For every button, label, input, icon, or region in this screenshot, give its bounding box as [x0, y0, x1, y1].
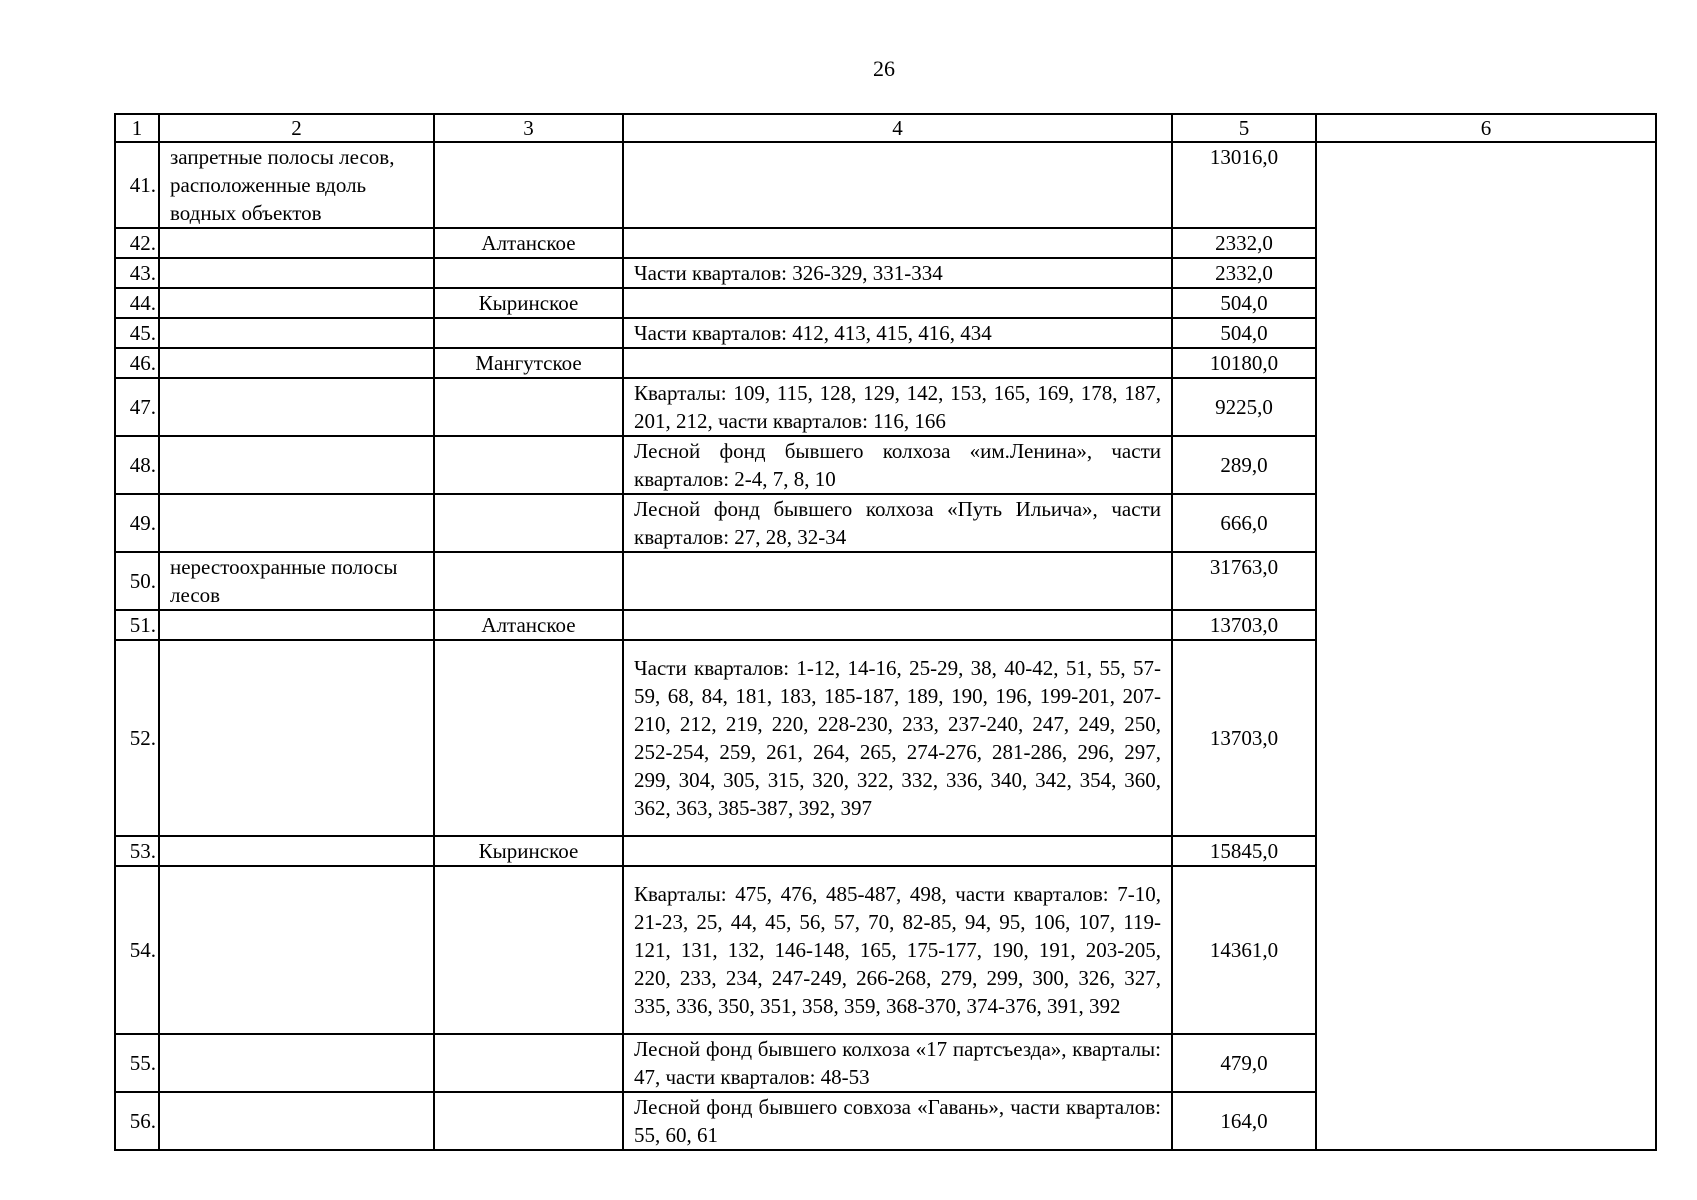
quarters-cell-text: Кварталы: 109, 115, 128, 129, 142, 153, 165, 169, 178, 187, 201, 212, части кварталов: 116, 166: [634, 381, 1161, 433]
area-cell-text: 479,0: [1220, 1051, 1268, 1075]
row-number-cell: [115, 142, 159, 228]
notes-column-cell: [1316, 142, 1656, 1150]
category-cell: [159, 142, 434, 228]
category-cell: [159, 866, 434, 1034]
row-number-cell-text: 51.: [129, 613, 156, 637]
area-cell-text: 13703,0: [1209, 613, 1279, 637]
district-cell: [434, 142, 623, 228]
row-number-cell-text: 48.: [129, 453, 156, 477]
area-cell: [1172, 288, 1316, 318]
quarters-cell-text: Лесной фонд бывшего колхоза «17 партсъезда», кварталы: 47, части кварталов: 48-53: [634, 1037, 1161, 1089]
area-cell-text: 2332,0: [1215, 231, 1273, 255]
district-cell: [434, 552, 623, 610]
category-cell: [159, 836, 434, 866]
district-cell-text: Мангутское: [475, 351, 582, 375]
area-cell-text: 2332,0: [1215, 261, 1273, 285]
row-number-cell: [115, 258, 159, 288]
area-cell: [1172, 1034, 1316, 1092]
quarters-cell-text: Части кварталов: 412, 413, 415, 416, 434: [634, 321, 992, 345]
area-cell: [1172, 258, 1316, 288]
area-cell: [1172, 228, 1316, 258]
row-number-cell: [115, 640, 159, 836]
area-cell-text: 13016,0: [1209, 145, 1279, 169]
quarters-cell: [623, 640, 1172, 836]
row-number-cell: [115, 436, 159, 494]
row-number-cell-text: 43.: [129, 261, 156, 285]
row-number-cell-text: 56.: [129, 1109, 156, 1133]
row-number-cell: [115, 610, 159, 640]
row-number-cell-text: 41.: [129, 173, 156, 197]
quarters-cell: [623, 610, 1172, 640]
district-cell-text: Алтанское: [481, 231, 576, 255]
table-row: [115, 142, 1656, 228]
quarters-cell: [623, 1092, 1172, 1150]
district-cell: [434, 318, 623, 348]
column-header: 4: [623, 114, 1172, 142]
column-header: 1: [115, 114, 159, 142]
district-cell: [434, 1034, 623, 1092]
quarters-cell-text: Части кварталов: 1-12, 14-16, 25-29, 38, 40-42, 51, 55, 57-59, 68, 84, 181, 183, 185-187, 189, 190, 196, 199-201, 207-210, 212, 219, 220, 228-230, 233, 237-240, 247, 249, 250, 252-254, 259, 261, 264, 265, 274-276, 281-286, 296, 297, 299, 304, 305, 315, 320, 322, 332, 336, 340, 342, 354, 360, 362, 363, 385-387, 392, 397: [634, 656, 1161, 820]
quarters-cell: [623, 494, 1172, 552]
category-cell: [159, 552, 434, 610]
row-number-cell-text: 53.: [129, 839, 156, 863]
area-cell: [1172, 318, 1316, 348]
quarters-cell: [623, 318, 1172, 348]
row-number-cell-text: 47.: [129, 395, 156, 419]
quarters-cell-text: Кварталы: 475, 476, 485-487, 498, части кварталов: 7-10, 21-23, 25, 44, 45, 56, 57, 70, 82-85, 94, 95, 106, 107, 119-121, 131, 132, 146-148, 165, 175-177, 190, 191, 203-205, 220, 233, 234, 247-249, 266-268, 279, 299, 300, 326, 327, 335, 336, 350, 351, 358, 359, 368-370, 374-376, 391, 392: [634, 882, 1161, 1018]
category-cell: [159, 228, 434, 258]
district-cell: [434, 494, 623, 552]
district-cell: [434, 610, 623, 640]
row-number-cell-text: 55.: [129, 1051, 156, 1075]
area-cell: [1172, 142, 1316, 228]
district-cell: [434, 436, 623, 494]
category-cell: [159, 1092, 434, 1150]
column-header: 3: [434, 114, 623, 142]
area-cell: [1172, 866, 1316, 1034]
district-cell: [434, 836, 623, 866]
quarters-cell: [623, 866, 1172, 1034]
area-cell: [1172, 610, 1316, 640]
quarters-cell: [623, 436, 1172, 494]
row-number-cell: [115, 552, 159, 610]
district-cell-text: Кыринское: [478, 839, 579, 863]
row-number-cell-text: 46.: [129, 351, 156, 375]
row-number-cell: [115, 1092, 159, 1150]
category-cell-text: запретные полосы лесов, расположенные вдоль водных объектов: [170, 145, 395, 225]
district-cell-text: Кыринское: [478, 291, 579, 315]
area-cell-text: 164,0: [1220, 1109, 1268, 1133]
quarters-cell: [623, 552, 1172, 610]
area-cell-text: 31763,0: [1209, 555, 1279, 579]
page-number: 26: [873, 56, 895, 81]
district-cell: [434, 258, 623, 288]
row-number-cell: [115, 866, 159, 1034]
district-cell-text: Алтанское: [481, 613, 576, 637]
category-cell: [159, 610, 434, 640]
quarters-cell-text: Части кварталов: 326-329, 331-334: [634, 261, 943, 285]
area-cell-text: 15845,0: [1209, 839, 1279, 863]
area-cell: [1172, 836, 1316, 866]
area-cell-text: 289,0: [1220, 453, 1268, 477]
category-cell: [159, 288, 434, 318]
district-cell: [434, 378, 623, 436]
category-cell: [159, 494, 434, 552]
area-cell-text: 504,0: [1220, 291, 1268, 315]
row-number-cell: [115, 348, 159, 378]
row-number-cell-text: 52.: [129, 726, 156, 750]
row-number-cell-text: 45.: [129, 321, 156, 345]
quarters-cell: [623, 348, 1172, 378]
area-cell-text: 504,0: [1220, 321, 1268, 345]
table-header-row: [115, 114, 1656, 142]
column-header: 5: [1172, 114, 1316, 142]
district-cell: [434, 866, 623, 1034]
row-number-cell: [115, 378, 159, 436]
quarters-cell: [623, 258, 1172, 288]
row-number-cell-text: 44.: [129, 291, 156, 315]
area-cell: [1172, 348, 1316, 378]
area-cell-text: 9225,0: [1215, 395, 1273, 419]
district-cell: [434, 348, 623, 378]
category-cell-text: нерестоохранные полосы лесов: [170, 555, 398, 607]
area-cell: [1172, 436, 1316, 494]
quarters-cell-text: Лесной фонд бывшего колхоза «Путь Ильича», части кварталов: 27, 28, 32-34: [634, 497, 1161, 549]
row-number-cell-text: 49.: [129, 511, 156, 535]
column-header: 2: [159, 114, 434, 142]
category-cell: [159, 348, 434, 378]
area-cell-text: 13703,0: [1209, 726, 1279, 750]
row-number-cell: [115, 494, 159, 552]
row-number-cell: [115, 288, 159, 318]
row-number-cell: [115, 1034, 159, 1092]
area-cell: [1172, 378, 1316, 436]
forest-table: [114, 113, 1657, 1151]
row-number-cell-text: 42.: [129, 231, 156, 255]
row-number-cell-text: 54.: [129, 938, 156, 962]
category-cell: [159, 258, 434, 288]
area-cell: [1172, 494, 1316, 552]
area-cell-text: 14361,0: [1209, 938, 1279, 962]
quarters-cell-text: Лесной фонд бывшего колхоза «им.Ленина», части кварталов: 2-4, 7, 8, 10: [634, 439, 1161, 491]
area-cell-text: 666,0: [1220, 511, 1268, 535]
category-cell: [159, 640, 434, 836]
area-cell-text: 10180,0: [1209, 351, 1279, 375]
row-number-cell-text: 50.: [129, 569, 156, 593]
category-cell: [159, 378, 434, 436]
category-cell: [159, 318, 434, 348]
area-cell: [1172, 640, 1316, 836]
quarters-cell: [623, 1034, 1172, 1092]
district-cell: [434, 1092, 623, 1150]
quarters-cell: [623, 836, 1172, 866]
quarters-cell: [623, 142, 1172, 228]
category-cell: [159, 436, 434, 494]
row-number-cell: [115, 836, 159, 866]
quarters-cell-text: Лесной фонд бывшего совхоза «Гавань», части кварталов: 55, 60, 61: [634, 1095, 1161, 1147]
district-cell: [434, 228, 623, 258]
area-cell: [1172, 552, 1316, 610]
quarters-cell: [623, 378, 1172, 436]
quarters-cell: [623, 288, 1172, 318]
district-cell: [434, 288, 623, 318]
column-header: 6: [1316, 114, 1656, 142]
row-number-cell: [115, 318, 159, 348]
category-cell: [159, 1034, 434, 1092]
area-cell: [1172, 1092, 1316, 1150]
row-number-cell: [115, 228, 159, 258]
district-cell: [434, 640, 623, 836]
quarters-cell: [623, 228, 1172, 258]
